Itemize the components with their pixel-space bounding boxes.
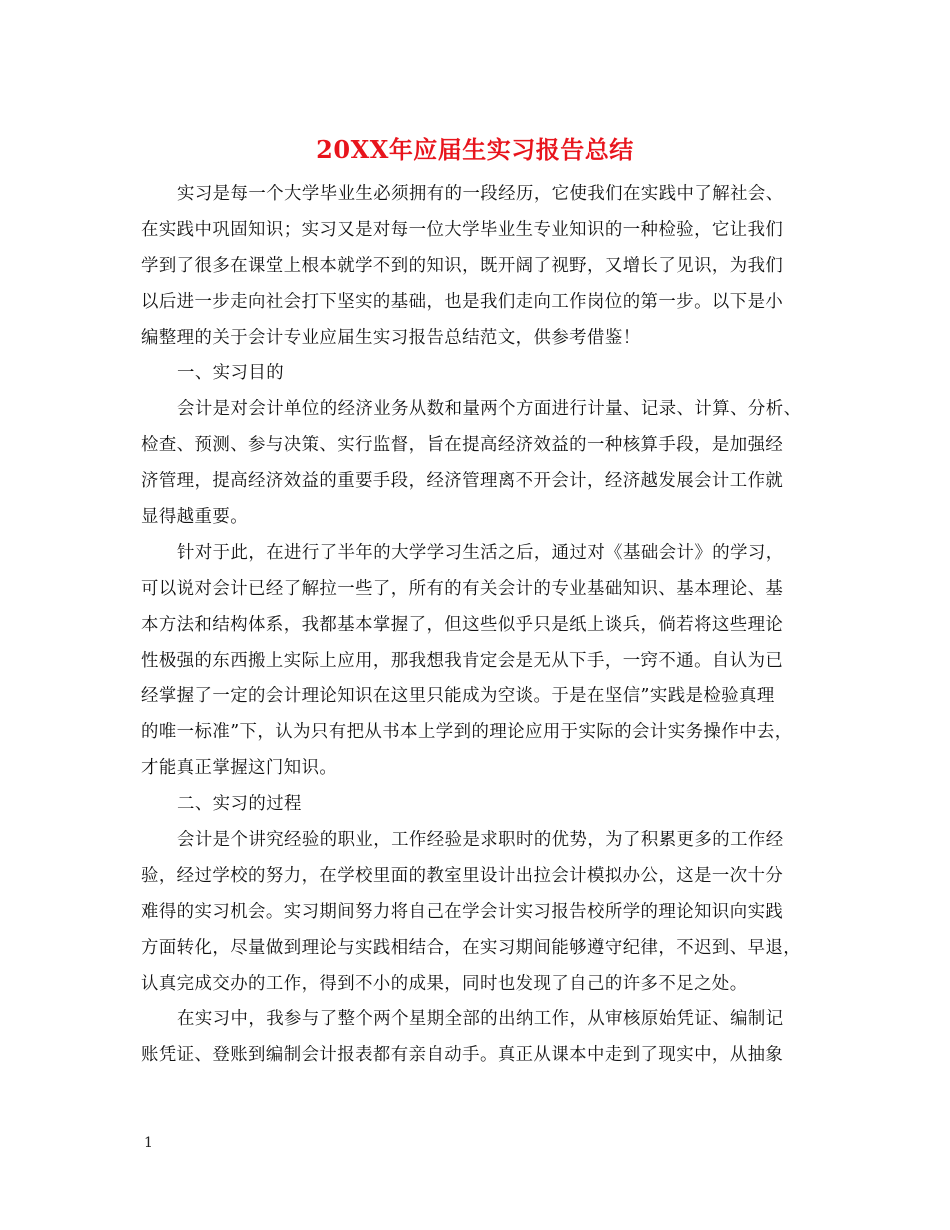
text-line: 验，经过学校的努力，在学校里面的教室里设计出拉会计模拟办公，这是一次十分: [141, 865, 784, 886]
text-line: 本方法和结构体系，我都基本掌握了，但这些似乎只是纸上谈兵，倘若将这些理论: [141, 614, 784, 635]
text-line: 在实习中，我参与了整个两个星期全部的出纳工作，从审核原始凭证、编制记: [177, 1009, 784, 1030]
text-line: 会计是对会计单位的经济业务从数和量两个方面进行计量、记录、计算、分析、: [177, 399, 802, 420]
text-line: 显得越重要。: [141, 507, 249, 528]
text-line: 在实践中巩固知识；实习又是对每一位大学毕业生专业知识的一种检验，它让我们: [141, 219, 784, 240]
text-line: 才能真正掌握这门知识。: [141, 758, 338, 779]
text-line: 以后进一步走向社会打下坚实的基础，也是我们走向工作岗位的第一步。以下是小: [141, 291, 784, 312]
text-line: 可以说对会计已经了解拉一些了，所有的有关会计的专业基础知识、基本理论、基: [141, 578, 784, 599]
document-title: 20XX年应届生实习报告总结: [316, 135, 634, 164]
text-line: 账凭证、登账到编制会计报表都有亲自动手。真正从课本中走到了现实中，从抽象: [141, 1045, 784, 1066]
text-line: 学到了很多在课堂上根本就学不到的知识，既开阔了视野，又增长了见识，为我们: [141, 255, 784, 276]
text-line: 编整理的关于会计专业应届生实习报告总结范文，供参考借鉴！: [141, 327, 641, 348]
text-line: 实习是每一个大学毕业生必须拥有的一段经历，它使我们在实践中了解社会、: [177, 184, 784, 204]
text-line: 认真完成交办的工作，得到不小的成果，同时也发现了自己的许多不足之处。: [141, 973, 748, 994]
text-line: 会计是个讲究经验的职业，工作经验是求职时的优势，为了积累更多的工作经: [177, 830, 784, 851]
text-line: 检查、预测、参与决策、实行监督，旨在提高经济效益的一种核算手段，是加强经: [141, 435, 784, 456]
section-heading: 二、实习的过程: [177, 794, 302, 815]
text-line: 性极强的东西搬上实际上应用，那我想我肯定会是无从下手，一窍不通。自认为已: [141, 650, 784, 671]
text-line: 济管理，提高经济效益的重要手段，经济管理离不开会计，经济越发展会计工作就: [141, 471, 784, 492]
text-line: 的唯一标准”下，认为只有把从书本上学到的理论应用于实际的会计实务操作中去，: [141, 722, 793, 743]
text-line: 方面转化，尽量做到理论与实践相结合，在实习期间能够遵守纪律，不迟到、早退，: [141, 937, 802, 958]
document-body: [141, 177, 831, 1074]
text-line: 针对于此，在进行了半年的大学学习生活之后，通过对《基础会计》的学习，: [177, 542, 784, 563]
text-line: 难得的实习机会。实习期间努力将自己在学会计实习报告校所学的理论知识向实践: [141, 901, 784, 922]
page-number: 1: [144, 1135, 153, 1151]
section-heading: 一、实习目的: [177, 363, 285, 384]
text-line: 经掌握了一定的会计理论知识在这里只能成为空谈。于是在坚信”实践是检验真理: [141, 686, 775, 707]
